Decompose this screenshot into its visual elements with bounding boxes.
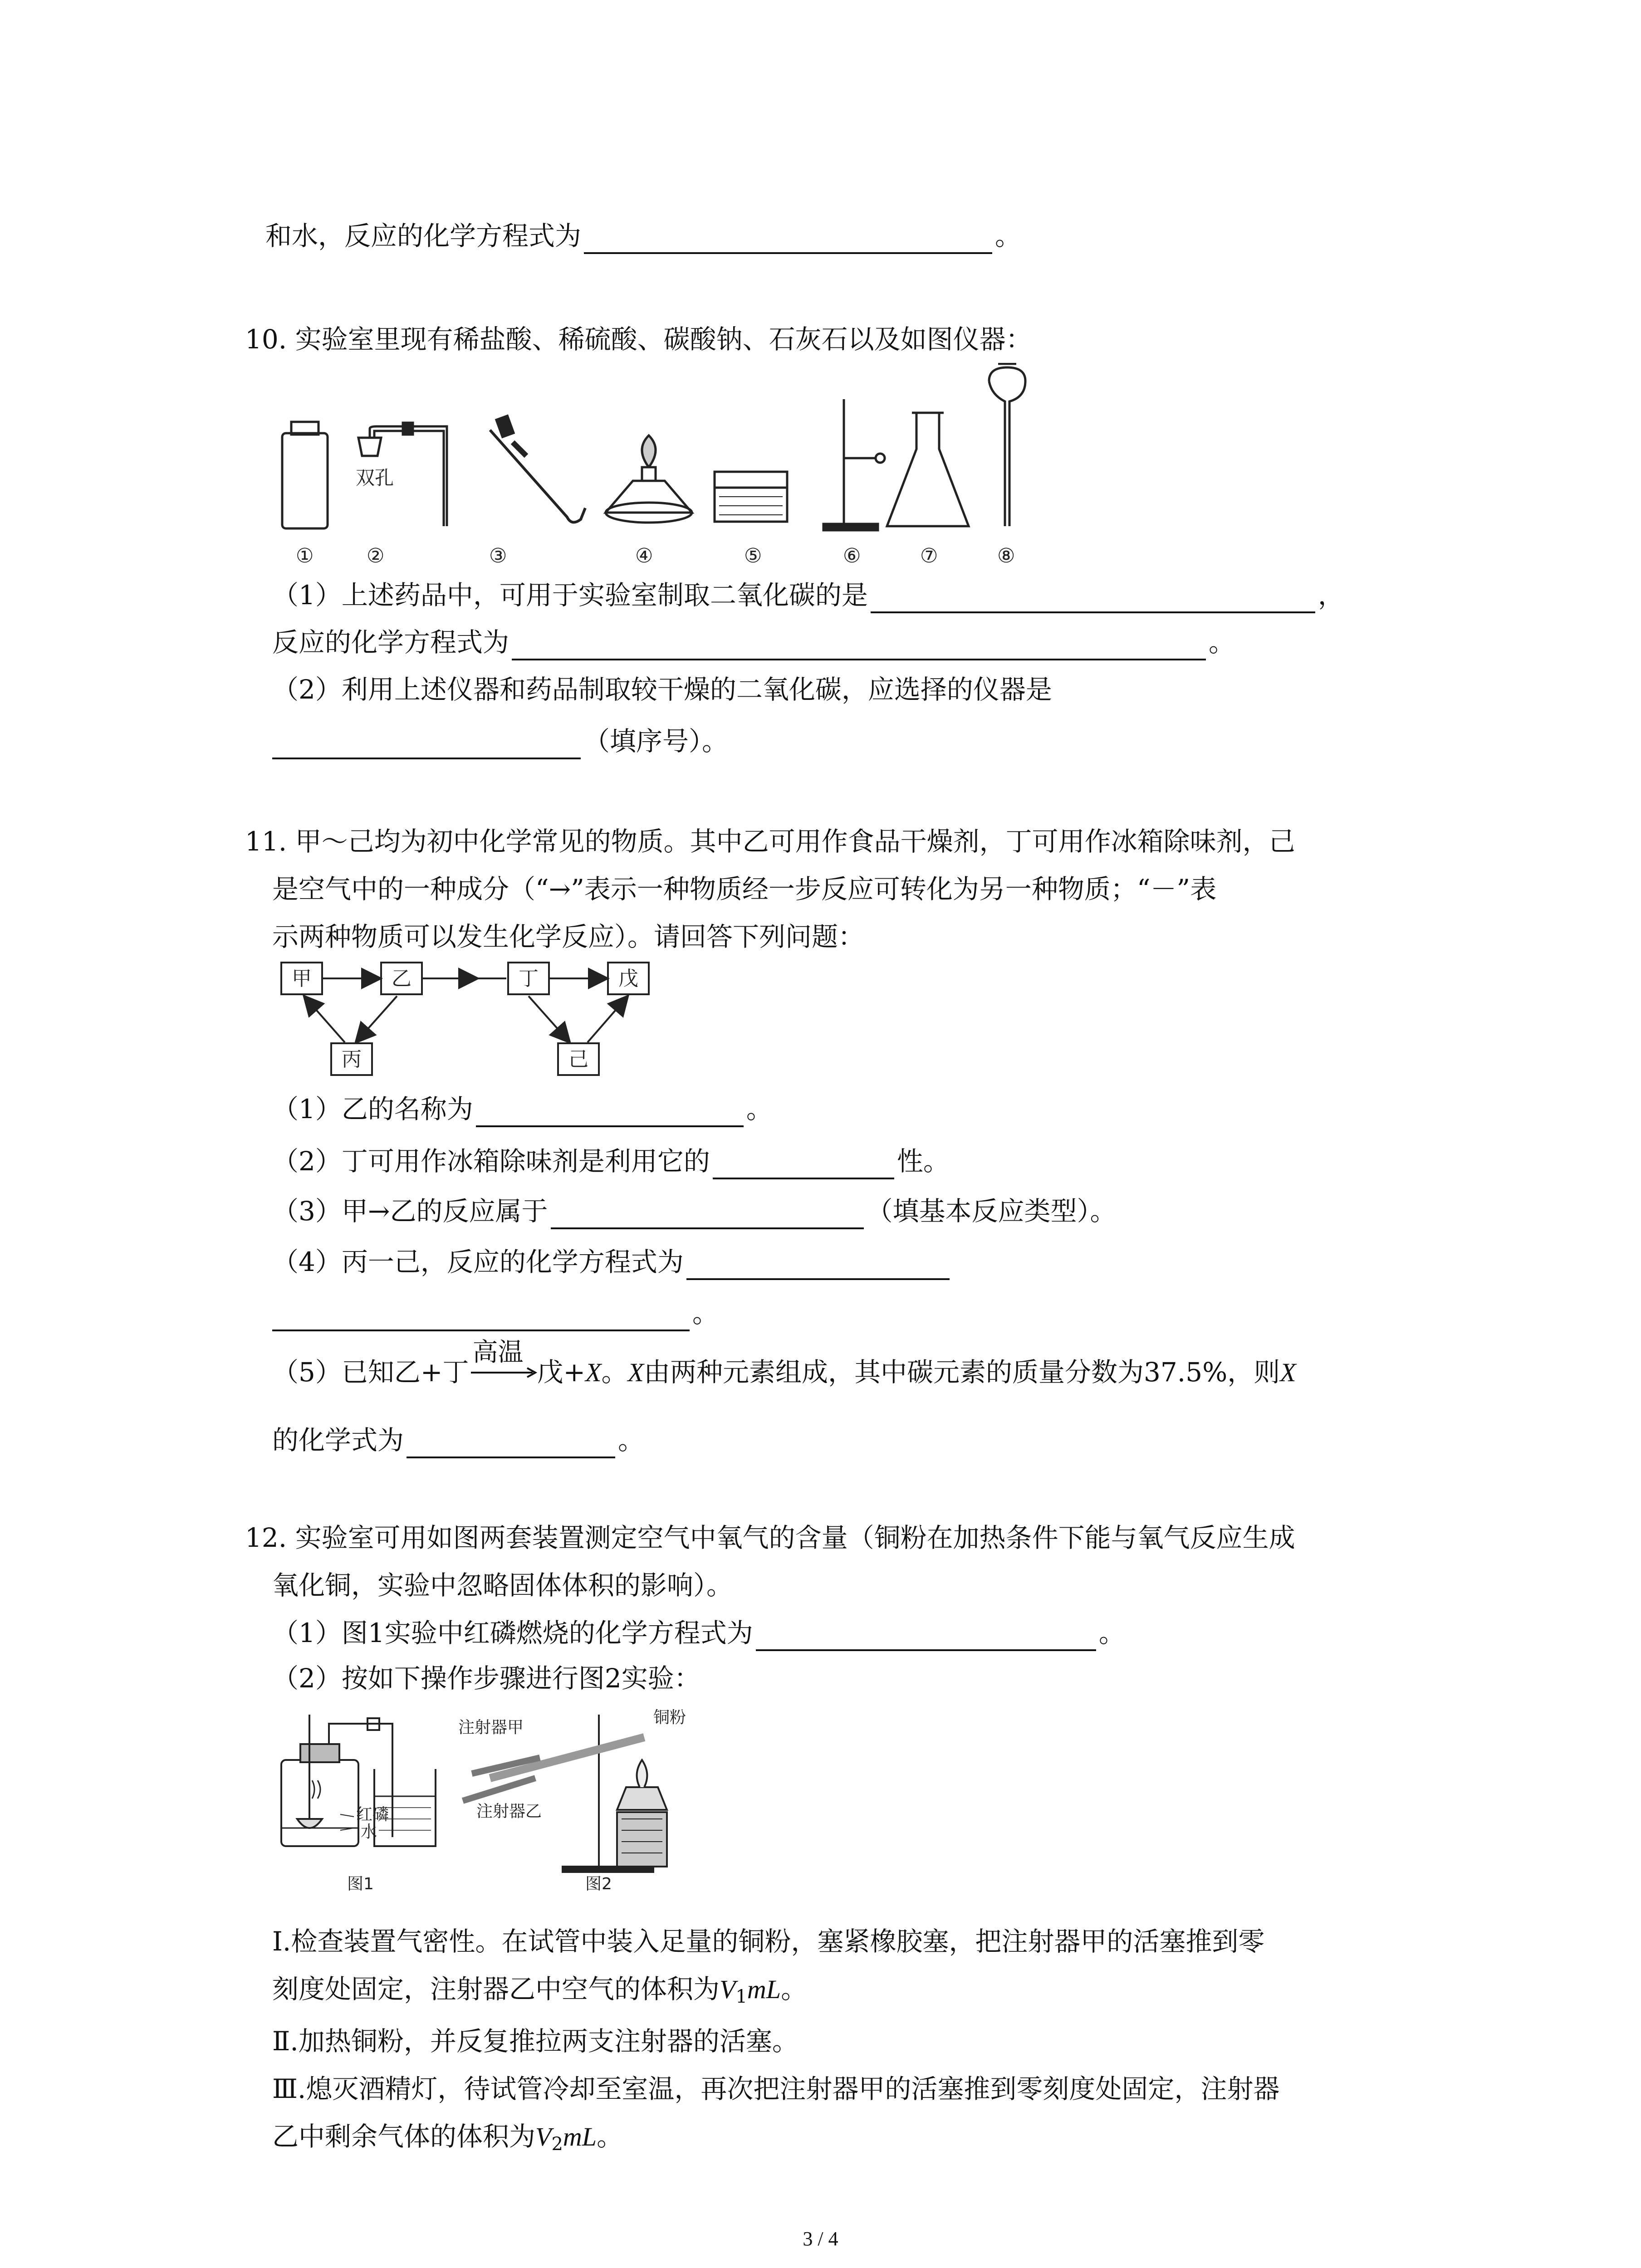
q9-text: 和水，反应的化学方程式为 [265, 220, 582, 251]
q10-part2-a: （2）利用上述仪器和药品制取较干燥的二氧化碳，应选择的仪器是 [272, 674, 1052, 705]
svg-text:甲: 甲 [292, 967, 312, 990]
q11-part4: （4）丙一己，反应的化学方程式为 [272, 1244, 952, 1280]
apparatus-number: ⑦ [920, 544, 938, 567]
svg-text:乙: 乙 [392, 967, 411, 990]
svg-text:戊: 戊 [618, 967, 638, 990]
stopper-icon [358, 438, 381, 456]
q11-part1: （1）乙的名称为 。 [272, 1091, 773, 1127]
q11-stem-1: 11. 甲～己均为初中化学常见的物质。其中乙可用作食品干燥剂，丁可用作冰箱除味剂，己 [245, 826, 1295, 857]
syringe-b-icon [463, 1778, 535, 1801]
copper-powder-label: 铜粉 [653, 1708, 686, 1727]
q12-step3-b: 乙中剩余气体的体积为$V_2mL$。 [272, 2121, 623, 2155]
bent-tube-icon [490, 430, 585, 522]
q12-blank-1[interactable] [756, 1621, 1096, 1651]
fig1-caption: 图1 [347, 1875, 374, 1893]
apparatus-drawing [272, 363, 1053, 572]
wide-mouth-bottle-icon [282, 433, 328, 528]
page-number: 3 / 4 [803, 2228, 838, 2250]
gas-bottle-icon [281, 1760, 358, 1846]
q12-step3-a: Ⅲ.熄灭酒精灯，待试管冷却至室温，再次把注射器甲的活塞推到零刻度处固定，注射器 [272, 2073, 1280, 2104]
q10-blank-2[interactable] [512, 631, 1206, 660]
q11-part3: （3）甲→乙的反应属于 （填基本反应类型）。 [272, 1193, 1117, 1229]
q11-part4-cont: 。 [272, 1295, 719, 1331]
q11-blank-5[interactable] [272, 1301, 690, 1331]
q12-part2: （2）按如下操作步骤进行图2实验： [272, 1663, 700, 1694]
conical-flask-icon [887, 413, 969, 526]
apparatus-number: ⑤ [744, 544, 762, 567]
water-label: 水 [361, 1823, 377, 1841]
syringe-b-label: 注射器乙 [476, 1802, 542, 1821]
q11-blank-6[interactable] [407, 1428, 615, 1458]
apparatus-number: ② [367, 544, 385, 567]
q10-part2-b: （填序号）。 [272, 723, 728, 759]
q9-blank[interactable] [584, 224, 992, 254]
svg-text:丁: 丁 [519, 967, 539, 990]
fig2-caption: 图2 [585, 1875, 612, 1893]
q11-blank-3[interactable] [551, 1199, 864, 1229]
q12-apparatus-figure [272, 1706, 726, 1896]
high-temperature-arrow: 高温 [469, 1354, 537, 1391]
q11-stem-3: 示两种物质可以发生化学反应）。请回答下列问题： [272, 921, 865, 952]
q11-stem-2: 是空气中的一种成分（“→”表示一种物质经一步反应可转化为另一种物质；“－”表 [272, 874, 1217, 904]
q12-step1-a: Ⅰ.检查装置气密性。在试管中装入足量的铜粉，塞紧橡胶塞，把注射器甲的活塞推到零 [272, 1926, 1265, 1957]
test-tube-icon [490, 1737, 644, 1778]
q9-answer-line: 和水，反应的化学方程式为 。 [265, 218, 1021, 254]
q12-stem-2: 氧化铜，实验中忽略固体体积的影响）。 [272, 1570, 733, 1601]
q11-relation-diagram [272, 957, 671, 1080]
q11-blank-1[interactable] [476, 1097, 744, 1127]
q10-blank-1[interactable] [871, 583, 1315, 613]
q12-part1: （1）图1实验中红磷燃烧的化学方程式为 。 [272, 1615, 1125, 1651]
q12-step2: Ⅱ.加热铜粉，并反复推拉两支注射器的活塞。 [272, 2026, 798, 2057]
double-hole-label: 双孔 [356, 467, 394, 489]
apparatus-number: ③ [489, 544, 507, 567]
q10-apparatus-figure [272, 363, 1053, 572]
q11-part5-a: （5）已知乙+丁 高温 戊+X。X由两种元素组成，其中碳元素的质量分数为37.5%，则X [272, 1354, 1296, 1391]
q11-part5-b: 的化学式为 。 [272, 1422, 644, 1458]
lamp-icon [617, 1787, 667, 1810]
q12-stem-1: 12. 实验室可用如图两套装置测定空气中氧气的含量（铜粉在加热条件下能与氧气反应生成 [245, 1522, 1295, 1553]
apparatus-number: ⑥ [843, 544, 861, 567]
svg-text:己: 己 [568, 1048, 588, 1071]
q12-step1-b: 刻度处固定，注射器乙中空气的体积为$V_1mL$。 [272, 1974, 808, 2007]
syringe-a-label: 注射器甲 [458, 1718, 524, 1737]
q11-part2: （2）丁可用作冰箱除味剂是利用它的 性。 [272, 1143, 950, 1179]
q10-part1-a: （1）上述药品中，可用于实验室制取二氧化碳的是 ， [272, 577, 1344, 613]
long-neck-funnel-icon [989, 367, 1025, 526]
svg-text:丙: 丙 [342, 1048, 362, 1071]
q11-blank-2[interactable] [713, 1149, 894, 1179]
q11-blank-4[interactable] [686, 1250, 950, 1280]
alcohol-lamp-icon [606, 481, 692, 513]
apparatus-number: ④ [635, 544, 653, 567]
apparatus-number: ⑧ [997, 544, 1015, 567]
q10-stem: 10. 实验室里现有稀盐酸、稀硫酸、碳酸钠、石灰石以及如图仪器： [245, 324, 1032, 355]
red-phosphorus-label: 红磷 [356, 1805, 389, 1824]
q10-blank-3[interactable] [272, 729, 581, 759]
q10-part1-b: 反应的化学方程式为 。 [272, 624, 1235, 660]
apparatus-number: ① [296, 544, 314, 567]
